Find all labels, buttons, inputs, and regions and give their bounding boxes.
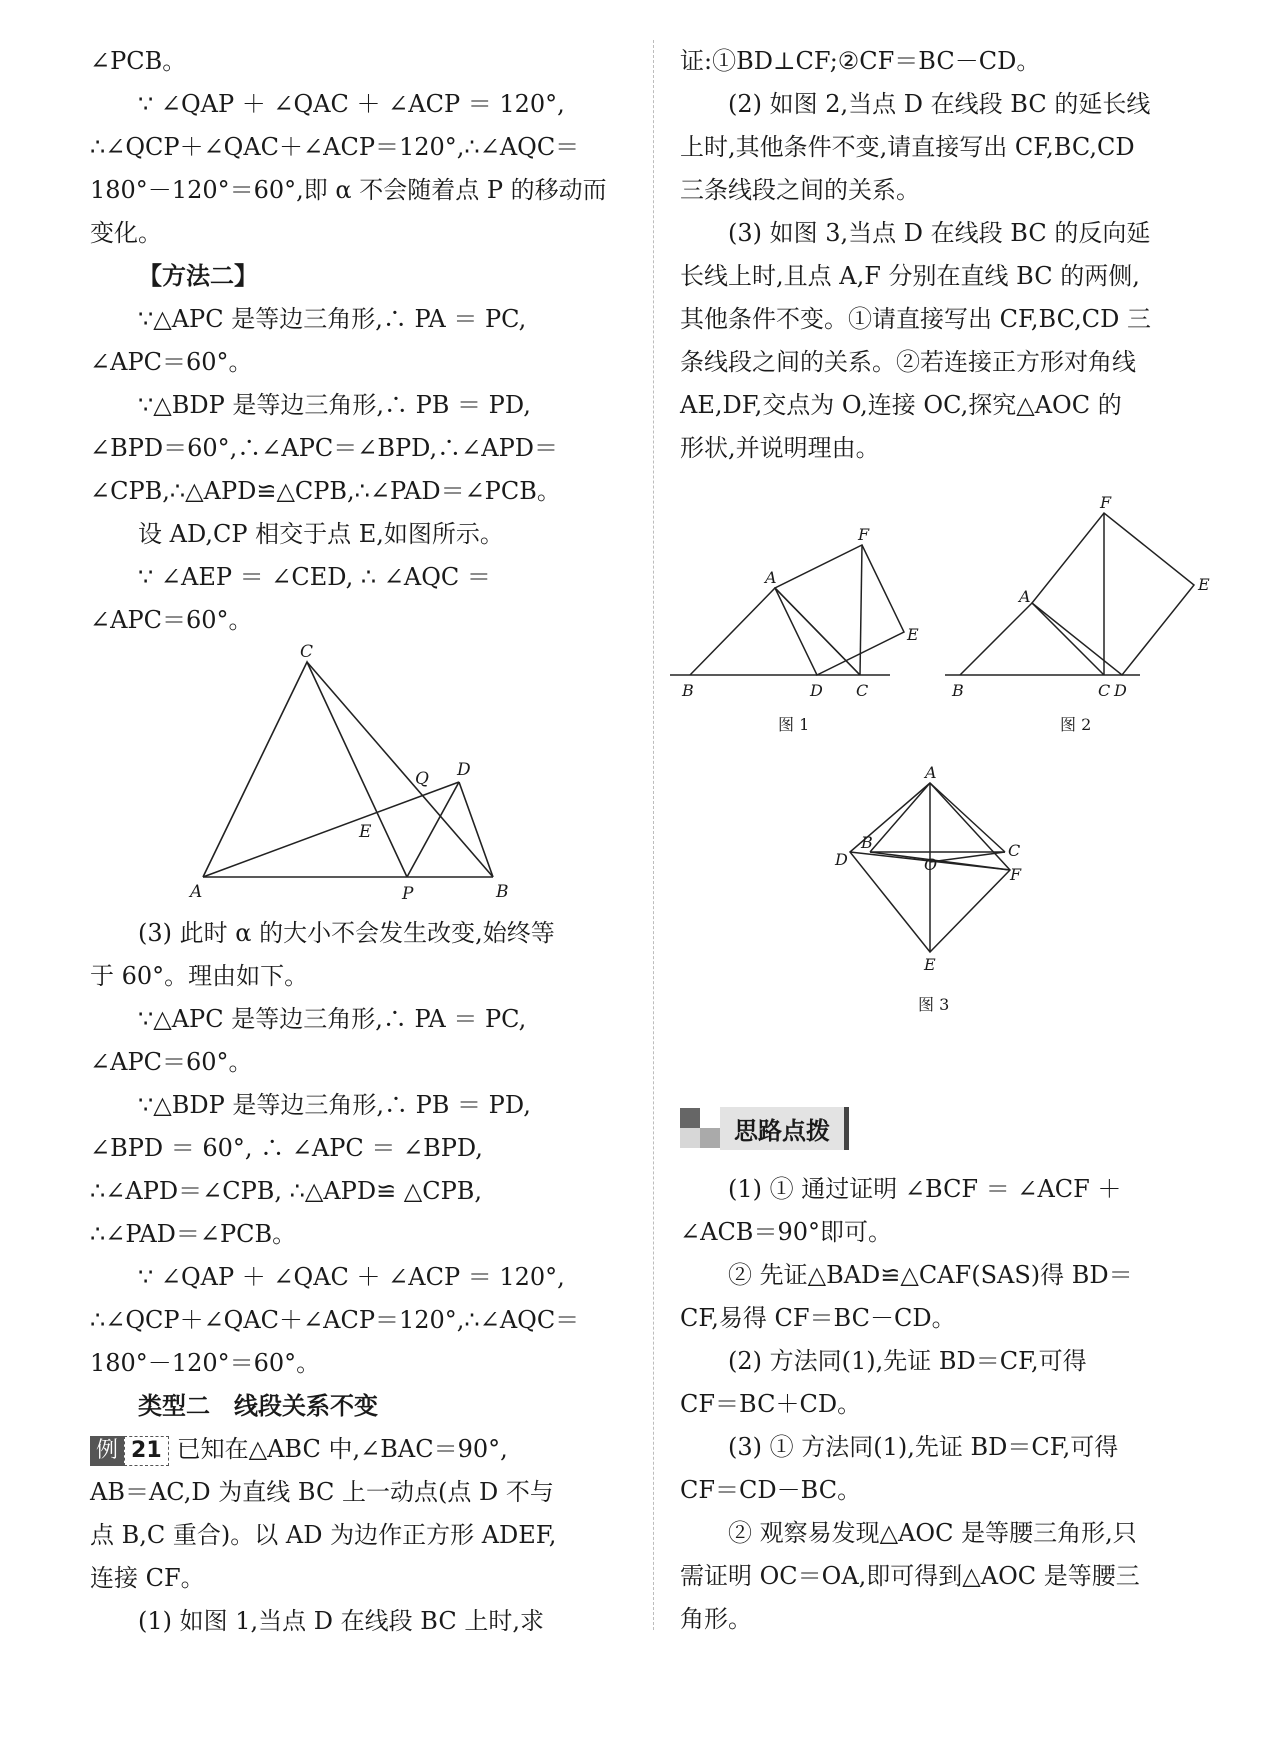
method-two-heading: 【方法二】	[138, 262, 258, 290]
square-figures	[660, 490, 1220, 1120]
text-line: (1) ① 通过证明 ∠BCF ＝ ∠ACF ＋	[728, 1175, 1122, 1203]
text-line: ∠CPB,∴△APD≌△CPB,∴∠PAD＝∠PCB。	[90, 477, 561, 505]
text-line: ∵△APC 是等边三角形,∴ PA ＝ PC,	[138, 1005, 527, 1033]
figure-2-caption: 图 2	[1060, 715, 1092, 734]
svg-text:E: E	[924, 955, 936, 974]
triangle-figure	[90, 642, 620, 912]
column-divider	[653, 40, 654, 1630]
label-D: D	[457, 760, 471, 780]
text-line: ② 先证△BAD≌△CAF(SAS)得 BD＝	[728, 1261, 1133, 1289]
text-line: 于 60°。理由如下。	[90, 962, 309, 990]
section-heading	[680, 1105, 849, 1151]
text-line: ∵ ∠QAP ＋ ∠QAC ＋ ∠ACP ＝ 120°,	[138, 90, 565, 118]
text-line: 形状,并说明理由。	[680, 434, 880, 462]
left-column	[90, 40, 620, 1643]
text-line: ∴∠QCP＋∠QAC＋∠ACP＝120°,∴∠AQC＝	[90, 1306, 580, 1334]
example-text: 已知在△ABC 中,∠BAC＝90°,	[176, 1435, 508, 1463]
text-line: AB＝AC,D 为直线 BC 上一动点(点 D 不与	[90, 1478, 554, 1506]
text-line: ∠APC＝60°。	[90, 348, 253, 376]
svg-text:D: D	[810, 681, 823, 700]
text-line: ∵△BDP 是等边三角形,∴ PB ＝ PD,	[138, 391, 531, 419]
figure-1-caption: 图 1	[778, 715, 810, 734]
text-line: ∴∠APD＝∠CPB, ∴△APD≌ △CPB,	[90, 1177, 483, 1205]
text-line: (2) 如图 2,当点 D 在线段 BC 的延长线	[728, 90, 1151, 118]
text-line: 角形。	[680, 1605, 752, 1633]
hint-block	[680, 1168, 1220, 1641]
text-line: ∠ACB＝90°即可。	[680, 1218, 892, 1246]
label-A: A	[190, 882, 203, 902]
example-line	[90, 1428, 620, 1471]
svg-text:B: B	[861, 833, 873, 852]
text-line: 三条线段之间的关系。	[680, 176, 920, 204]
text-line: ∠BPD ＝ 60°, ∴ ∠APC ＝ ∠BPD,	[90, 1134, 483, 1162]
text-line: AE,DF,交点为 O,连接 OC,探究△AOC 的	[680, 391, 1122, 419]
svg-text:A: A	[765, 568, 777, 587]
label-E: E	[359, 822, 372, 842]
label-C: C	[300, 642, 314, 662]
text-line: 设 AD,CP 相交于点 E,如图所示。	[138, 520, 504, 548]
example-number: 21	[124, 1436, 169, 1466]
svg-text:E: E	[1198, 575, 1210, 594]
text-line: (3) ① 方法同(1),先证 BD＝CF,可得	[728, 1433, 1119, 1461]
svg-text:F: F	[1010, 865, 1022, 884]
example-badge: 例	[90, 1436, 124, 1466]
type-heading: 类型二 线段关系不变	[138, 1392, 378, 1420]
svg-text:O: O	[924, 855, 938, 874]
text-line: 需证明 OC＝OA,即可得到△AOC 是等腰三	[680, 1562, 1140, 1590]
text-line: ∵△BDP 是等边三角形,∴ PB ＝ PD,	[138, 1091, 531, 1119]
label-B: B	[496, 882, 509, 902]
text-line: ② 观察易发现△AOC 是等腰三角形,只	[728, 1519, 1137, 1547]
label-Q: Q	[415, 769, 429, 789]
svg-text:E: E	[907, 625, 919, 644]
text-line: (1) 如图 1,当点 D 在线段 BC 上时,求	[138, 1607, 544, 1635]
svg-text:C: C	[1098, 681, 1111, 700]
text-line: CF＝BC＋CD。	[680, 1390, 862, 1418]
text-line: ∠APC＝60°。	[90, 606, 253, 634]
text-line: 上时,其他条件不变,请直接写出 CF,BC,CD	[680, 133, 1135, 161]
label-P: P	[402, 884, 414, 904]
text-line: ∵ ∠AEP ＝ ∠CED, ∴ ∠AQC ＝	[138, 563, 491, 591]
text-line: (2) 方法同(1),先证 BD＝CF,可得	[728, 1347, 1087, 1375]
text-line: 其他条件不变。①请直接写出 CF,BC,CD 三	[680, 305, 1151, 333]
text-line: ∴∠PAD＝∠PCB。	[90, 1220, 297, 1248]
text-line: ∴∠QCP＋∠QAC＋∠ACP＝120°,∴∠AQC＝	[90, 133, 580, 161]
text-line: (3) 此时 α 的大小不会发生改变,始终等	[138, 919, 555, 947]
svg-text:C: C	[856, 681, 869, 700]
svg-text:B: B	[952, 681, 964, 700]
svg-text:D: D	[835, 850, 848, 869]
text-line: ∠APC＝60°。	[90, 1048, 253, 1076]
svg-text:D: D	[1114, 681, 1127, 700]
section-title: 思路点拨	[720, 1107, 849, 1150]
text-line: CF＝CD－BC。	[680, 1476, 862, 1504]
svg-text:A: A	[1019, 587, 1031, 606]
figure-2	[945, 513, 1194, 675]
text-line: ∠PCB。	[90, 47, 187, 75]
text-line: 条线段之间的关系。②若连接正方形对角线	[680, 348, 1136, 376]
text-line: ∵ ∠QAP ＋ ∠QAC ＋ ∠ACP ＝ 120°,	[138, 1263, 565, 1291]
text-line: 变化。	[90, 219, 162, 247]
svg-text:C: C	[1008, 841, 1021, 860]
svg-text:F: F	[858, 525, 870, 544]
text-line: ∠BPD＝60°,∴∠APC＝∠BPD,∴∠APD＝	[90, 434, 558, 462]
text-line: 连接 CF。	[90, 1564, 205, 1592]
text-line: 点 B,C 重合)。以 AD 为边作正方形 ADEF,	[90, 1521, 557, 1549]
figure-1	[670, 545, 904, 675]
right-column	[680, 40, 1220, 1120]
svg-text:A: A	[925, 763, 937, 782]
checker-icon	[680, 1108, 720, 1148]
text-line: ∵△APC 是等边三角形,∴ PA ＝ PC,	[138, 305, 527, 333]
text-line: 长线上时,且点 A,F 分别在直线 BC 的两侧,	[680, 262, 1140, 290]
text-line: 180°－120°＝60°,即 α 不会随着点 P 的移动而	[90, 176, 607, 204]
text-line: (3) 如图 3,当点 D 在线段 BC 的反向延	[728, 219, 1151, 247]
text-line: CF,易得 CF＝BC－CD。	[680, 1304, 956, 1332]
text-line: 180°－120°＝60°。	[90, 1349, 321, 1377]
text-line: 证:①BD⊥CF;②CF＝BC－CD。	[680, 47, 1041, 75]
svg-text:B: B	[682, 681, 694, 700]
svg-text:F: F	[1100, 493, 1112, 512]
figure-3-caption: 图 3	[918, 995, 950, 1014]
